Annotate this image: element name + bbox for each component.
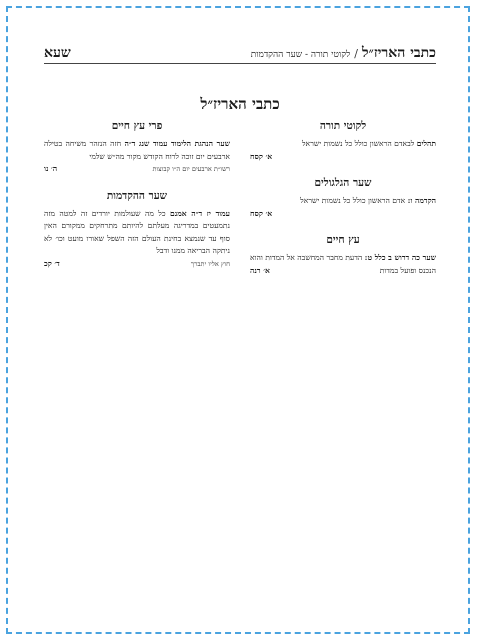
entry-lead: שער הנהגת הלימוד עמוד שנג ד״ה <box>124 139 231 148</box>
page-title: כתבי האריז״ל <box>200 95 280 113</box>
section-title: שער הגלגולים <box>314 177 372 189</box>
index-entry <box>250 138 436 163</box>
index-entry <box>44 208 230 271</box>
entry-text: כל מה שעולמות יורדים זה למטה מזה נתמעטים במדריגה מעלתם להיותם מתרחקים ממקורם האין סוף עד שנמצא בחינת העולם הזה השפל שאורו מועט וכו׳ לא ניתקה הבריאה ממנו ודבל <box>44 208 230 255</box>
right-column <box>250 120 436 291</box>
entry-reference: א׳ קסח <box>250 208 273 218</box>
entry-text: אדם הראשון כולל כל נשמות ישראל <box>300 196 408 205</box>
running-title: כתבי האריז״ל <box>361 45 436 61</box>
section <box>250 120 436 163</box>
section <box>44 190 230 271</box>
entry-lead: שער כה דרוש ב כלל ט: <box>364 253 436 262</box>
section <box>250 234 436 277</box>
index-entry <box>250 252 436 277</box>
entry-lead: תהלים <box>416 139 436 148</box>
section <box>44 120 230 176</box>
section-title: עץ חיים <box>326 234 360 246</box>
section-title: פרי עץ חיים <box>111 120 163 132</box>
header-subtitle: לקוטי תורה - שער ההקדמות <box>250 50 351 60</box>
entry-reference: ה׳ נו <box>44 164 58 173</box>
section <box>250 177 436 220</box>
index-entry <box>44 138 230 176</box>
entry-text: הדעת מחבר המחשבה אל המדות והוא הנכנס ופועל במדות <box>250 253 436 275</box>
entry-note: חוץ אליו יתברך <box>190 259 230 268</box>
index-entry <box>250 195 436 220</box>
header-rule <box>44 63 436 64</box>
entry-text: חזה הנזהר משיחה בטילה ארבעים יום זוכה לרוח הקודש מקור מה״ש שלמי <box>44 139 230 161</box>
section-title: שער ההקדמות <box>106 189 168 202</box>
left-column <box>44 120 230 284</box>
entry-reference: א׳ רנה <box>250 265 270 275</box>
header-titles <box>251 45 436 62</box>
entry-note: רשו״ת ארבעים יום ה״ו קבוצות <box>152 165 230 173</box>
page-header <box>44 40 436 62</box>
entry-lead: הקדמה ו: <box>407 196 436 205</box>
entry-reference: ד׳ קכ <box>44 258 60 268</box>
page-number: שעא <box>44 45 71 61</box>
entry-lead: עמוד יז ד״ה אמנם <box>169 208 230 218</box>
entry-text: לבאדם הראשון כולל כל נשמות ישראל <box>302 139 417 148</box>
header-separator: / <box>354 47 358 60</box>
entry-reference: א׳ קסח <box>250 151 273 161</box>
section-title: לקוטי תורה <box>319 120 367 132</box>
